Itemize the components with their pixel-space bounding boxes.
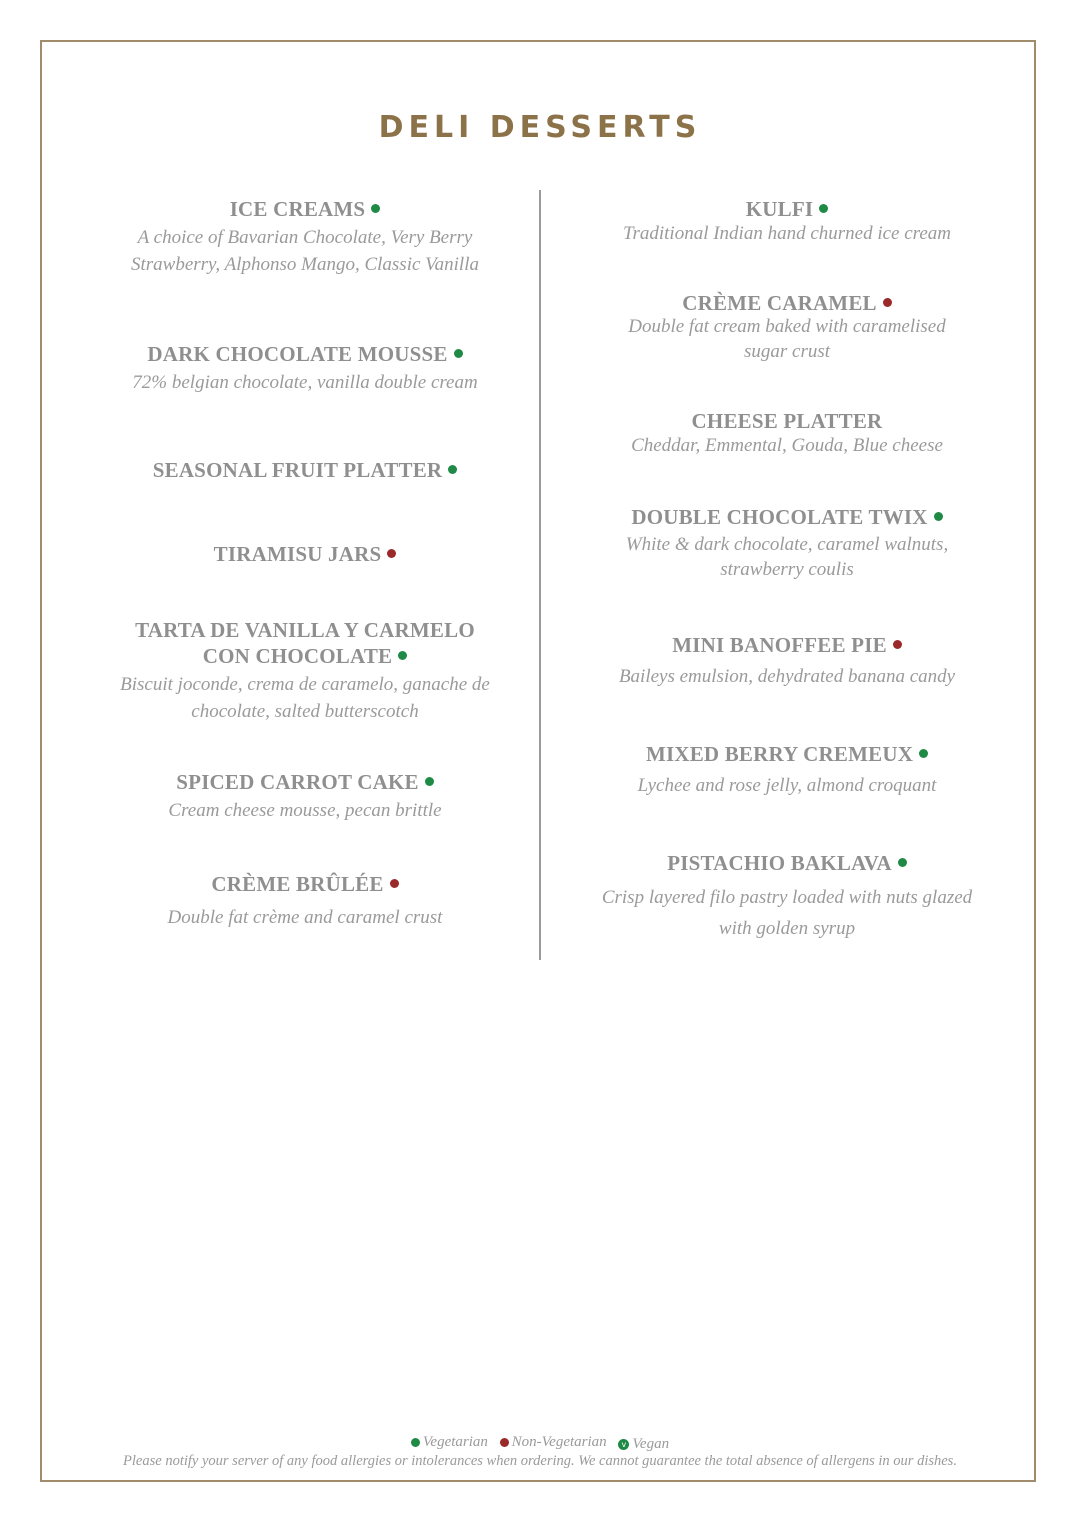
menu-item-tarta-de-vanilla	[85, 617, 525, 725]
item-description: Double fat crème and caramel crust	[167, 907, 443, 928]
item-description: with golden syrup	[718, 918, 856, 939]
non-vegetarian-dot-icon	[893, 640, 902, 649]
item-description: Cream cheese mousse, pecan brittle	[168, 800, 442, 821]
item-name: SEASONAL FRUIT PLATTER	[152, 458, 443, 482]
item-description: Traditional Indian hand churned ice cream	[622, 223, 952, 244]
allergy-notice: Please notify your server of any food allergies or intolerances when ordering. We cannot guarantee the total absence of allergens in our dishes.	[123, 1453, 957, 1469]
legend-vegan: Vegan	[632, 1436, 670, 1452]
vegetarian-dot-icon	[411, 1438, 420, 1447]
vegetarian-dot-icon	[454, 349, 463, 358]
item-name: CRÈME CARAMEL	[682, 291, 877, 315]
item-name: KULFI	[745, 197, 814, 221]
non-vegetarian-dot-icon	[390, 879, 399, 888]
item-name: TARTA DE VANILLA Y CARMELO	[135, 618, 475, 642]
menu-item-tiramisu-jars	[85, 541, 525, 567]
menu-item-kulfi	[567, 196, 1007, 247]
item-description: strawberry coulis	[720, 559, 854, 580]
item-name: DOUBLE CHOCOLATE TWIX	[631, 505, 928, 529]
vegetarian-dot-icon	[934, 512, 943, 521]
vegetarian-dot-icon	[919, 749, 928, 758]
item-name: CHEESE PLATTER	[691, 409, 883, 433]
vegetarian-dot-icon	[425, 777, 434, 786]
legend-non-vegetarian: Non-Vegetarian	[511, 1434, 607, 1450]
item-name: DARK CHOCOLATE MOUSSE	[147, 342, 448, 366]
menu-item-spiced-carrot-cake	[85, 769, 525, 824]
item-description: Strawberry, Alphonso Mango, Classic Vanilla	[130, 254, 479, 275]
item-description: White & dark chocolate, caramel walnuts,	[625, 534, 949, 555]
menu-item-mini-banoffee-pie	[567, 632, 1007, 690]
menu-item-dark-chocolate-mousse	[85, 341, 525, 396]
menu-item-creme-caramel	[567, 290, 1007, 364]
menu-item-seasonal-fruit-platter	[85, 457, 525, 483]
vegetarian-dot-icon	[398, 651, 407, 660]
item-description: Double fat cream baked with caramelised	[628, 316, 946, 337]
legend-vegetarian: Vegetarian	[422, 1434, 488, 1450]
item-description: A choice of Bavarian Chocolate, Very Berry	[137, 227, 473, 248]
diet-legend	[0, 1434, 1080, 1453]
item-name: PISTACHIO BAKLAVA	[667, 851, 892, 875]
menu-item-pistachio-baklava	[567, 850, 1007, 944]
item-description: Biscuit joconde, crema de caramelo, ganache de	[120, 674, 490, 695]
item-name: TIRAMISU JARS	[213, 542, 382, 566]
vegetarian-dot-icon	[371, 204, 380, 213]
item-name: MINI BANOFFEE PIE	[672, 633, 887, 657]
item-name: ICE CREAMS	[229, 197, 366, 221]
menu-item-ice-creams	[85, 196, 525, 278]
non-vegetarian-dot-icon	[500, 1438, 509, 1447]
non-vegetarian-dot-icon	[387, 549, 396, 558]
non-vegetarian-dot-icon	[883, 298, 892, 307]
item-description: Lychee and rose jelly, almond croquant	[637, 775, 937, 796]
menu-item-mixed-berry-cremeux	[567, 741, 1007, 799]
item-name: MIXED BERRY CREMEUX	[645, 742, 914, 766]
menu-item-double-chocolate-twix	[567, 504, 1007, 582]
item-name: CRÈME BRÛLÉE	[211, 872, 384, 896]
menu-item-creme-brulee	[85, 871, 525, 931]
vegetarian-dot-icon	[448, 465, 457, 474]
vegetarian-dot-icon	[819, 204, 828, 213]
vegan-leaf-icon: v	[618, 1439, 629, 1450]
menu-item-cheese-platter	[567, 408, 1007, 459]
item-description: 72% belgian chocolate, vanilla double cream	[132, 372, 478, 393]
item-description: Cheddar, Emmental, Gouda, Blue cheese	[631, 435, 943, 456]
menu-title: DELI DESSERTS	[378, 110, 702, 145]
column-divider	[539, 190, 541, 960]
item-description: chocolate, salted butterscotch	[191, 701, 419, 722]
vegetarian-dot-icon	[898, 858, 907, 867]
item-description: sugar crust	[743, 341, 831, 362]
item-name: CON CHOCOLATE	[202, 644, 393, 668]
item-name: SPICED CARROT CAKE	[176, 770, 419, 794]
item-description: Baileys emulsion, dehydrated banana candy	[618, 666, 956, 687]
item-description: Crisp layered filo pastry loaded with nuts glazed	[601, 887, 973, 908]
